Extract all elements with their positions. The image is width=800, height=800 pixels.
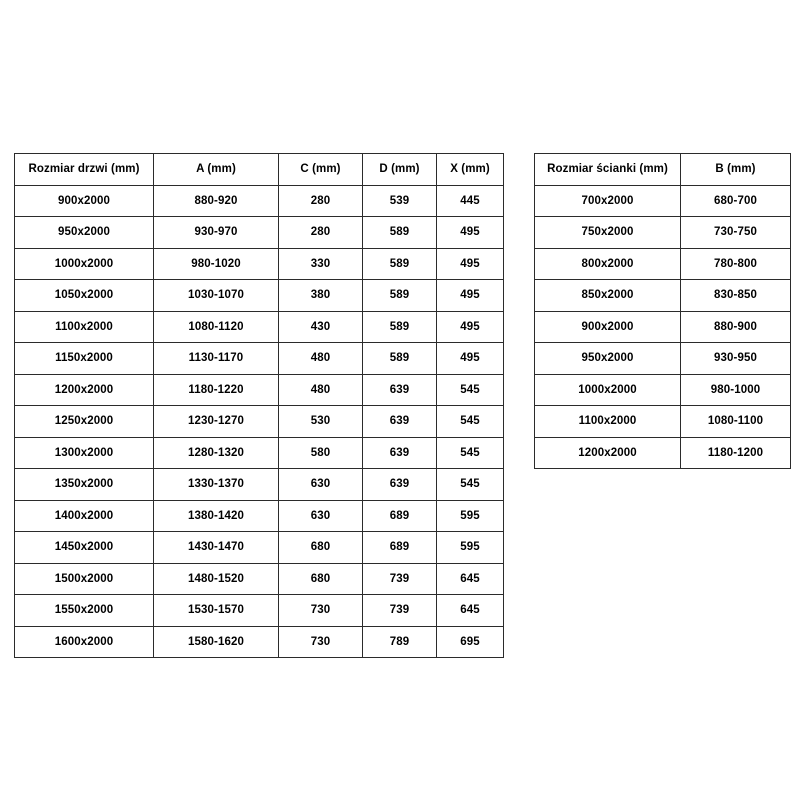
row-label-cell: 1550x2000 [15, 595, 154, 627]
data-cell: 980-1020 [154, 248, 279, 280]
table-row [535, 374, 791, 406]
table-row [15, 217, 504, 249]
data-cell: 645 [437, 595, 504, 627]
row-label-cell: 1250x2000 [15, 406, 154, 438]
data-cell: 545 [437, 374, 504, 406]
data-cell: 680-700 [681, 185, 791, 217]
row-label-cell: 900x2000 [15, 185, 154, 217]
table-header-row [15, 154, 504, 186]
data-cell: 380 [279, 280, 363, 312]
data-cell: 1230-1270 [154, 406, 279, 438]
table-row [535, 406, 791, 438]
data-cell: 639 [363, 406, 437, 438]
table-row [535, 217, 791, 249]
wall-size-table [534, 153, 791, 469]
table-row [535, 343, 791, 375]
column-header-d: D (mm) [363, 154, 437, 186]
data-cell: 1130-1170 [154, 343, 279, 375]
table-row [15, 185, 504, 217]
column-header-wall-size: Rozmiar ścianki (mm) [535, 154, 681, 186]
data-cell: 1080-1120 [154, 311, 279, 343]
table-row [15, 374, 504, 406]
data-cell: 730 [279, 595, 363, 627]
wall-table-body [535, 185, 791, 469]
data-cell: 730 [279, 626, 363, 658]
data-cell: 1180-1220 [154, 374, 279, 406]
row-label-cell: 900x2000 [535, 311, 681, 343]
data-cell: 695 [437, 626, 504, 658]
table-row [15, 626, 504, 658]
data-cell: 1080-1100 [681, 406, 791, 438]
data-cell: 495 [437, 343, 504, 375]
column-header-a: A (mm) [154, 154, 279, 186]
data-cell: 789 [363, 626, 437, 658]
data-cell: 539 [363, 185, 437, 217]
door-size-table [14, 153, 504, 658]
data-cell: 730-750 [681, 217, 791, 249]
table-row [535, 248, 791, 280]
table-row [535, 185, 791, 217]
column-header-c: C (mm) [279, 154, 363, 186]
row-label-cell: 1400x2000 [15, 500, 154, 532]
data-cell: 480 [279, 374, 363, 406]
row-label-cell: 1100x2000 [15, 311, 154, 343]
data-cell: 880-920 [154, 185, 279, 217]
row-label-cell: 700x2000 [535, 185, 681, 217]
data-cell: 580 [279, 437, 363, 469]
data-cell: 589 [363, 311, 437, 343]
data-cell: 445 [437, 185, 504, 217]
table-row [15, 563, 504, 595]
data-cell: 630 [279, 469, 363, 501]
data-cell: 589 [363, 217, 437, 249]
table-row [15, 532, 504, 564]
data-cell: 680 [279, 563, 363, 595]
row-label-cell: 850x2000 [535, 280, 681, 312]
data-cell: 1530-1570 [154, 595, 279, 627]
data-cell: 1430-1470 [154, 532, 279, 564]
table-row [15, 406, 504, 438]
data-cell: 545 [437, 437, 504, 469]
data-cell: 930-970 [154, 217, 279, 249]
data-cell: 980-1000 [681, 374, 791, 406]
table-row [15, 437, 504, 469]
table-row [15, 469, 504, 501]
data-cell: 430 [279, 311, 363, 343]
data-cell: 595 [437, 500, 504, 532]
data-cell: 495 [437, 248, 504, 280]
row-label-cell: 1200x2000 [15, 374, 154, 406]
row-label-cell: 1000x2000 [535, 374, 681, 406]
data-cell: 689 [363, 532, 437, 564]
row-label-cell: 1600x2000 [15, 626, 154, 658]
data-cell: 1180-1200 [681, 437, 791, 469]
row-label-cell: 1000x2000 [15, 248, 154, 280]
data-cell: 545 [437, 406, 504, 438]
data-cell: 545 [437, 469, 504, 501]
data-cell: 645 [437, 563, 504, 595]
data-cell: 930-950 [681, 343, 791, 375]
data-cell: 1580-1620 [154, 626, 279, 658]
data-cell: 530 [279, 406, 363, 438]
data-cell: 1330-1370 [154, 469, 279, 501]
row-label-cell: 950x2000 [535, 343, 681, 375]
row-label-cell: 1350x2000 [15, 469, 154, 501]
row-label-cell: 750x2000 [535, 217, 681, 249]
data-cell: 589 [363, 343, 437, 375]
data-cell: 780-800 [681, 248, 791, 280]
row-label-cell: 1150x2000 [15, 343, 154, 375]
data-cell: 480 [279, 343, 363, 375]
table-row [15, 500, 504, 532]
data-cell: 280 [279, 185, 363, 217]
data-cell: 1280-1320 [154, 437, 279, 469]
data-cell: 589 [363, 248, 437, 280]
table-row [15, 311, 504, 343]
row-label-cell: 1050x2000 [15, 280, 154, 312]
table-row [15, 343, 504, 375]
data-cell: 880-900 [681, 311, 791, 343]
table-row [535, 311, 791, 343]
column-header-x: X (mm) [437, 154, 504, 186]
table-row [535, 280, 791, 312]
data-cell: 330 [279, 248, 363, 280]
row-label-cell: 1100x2000 [535, 406, 681, 438]
data-cell: 639 [363, 437, 437, 469]
data-cell: 495 [437, 280, 504, 312]
door-table-header [15, 154, 504, 186]
table-row [15, 280, 504, 312]
data-cell: 739 [363, 563, 437, 595]
data-cell: 1380-1420 [154, 500, 279, 532]
table-header-row [535, 154, 791, 186]
column-header-door-size: Rozmiar drzwi (mm) [15, 154, 154, 186]
data-cell: 495 [437, 217, 504, 249]
data-cell: 689 [363, 500, 437, 532]
data-cell: 739 [363, 595, 437, 627]
data-cell: 1030-1070 [154, 280, 279, 312]
row-label-cell: 1300x2000 [15, 437, 154, 469]
data-cell: 1480-1520 [154, 563, 279, 595]
table-row [15, 595, 504, 627]
door-table-body [15, 185, 504, 658]
column-header-b: B (mm) [681, 154, 791, 186]
table-row [535, 437, 791, 469]
data-cell: 589 [363, 280, 437, 312]
data-cell: 280 [279, 217, 363, 249]
data-cell: 595 [437, 532, 504, 564]
data-cell: 630 [279, 500, 363, 532]
row-label-cell: 800x2000 [535, 248, 681, 280]
row-label-cell: 950x2000 [15, 217, 154, 249]
data-cell: 680 [279, 532, 363, 564]
wall-table-header [535, 154, 791, 186]
row-label-cell: 1450x2000 [15, 532, 154, 564]
data-cell: 639 [363, 374, 437, 406]
data-cell: 495 [437, 311, 504, 343]
row-label-cell: 1200x2000 [535, 437, 681, 469]
row-label-cell: 1500x2000 [15, 563, 154, 595]
data-cell: 639 [363, 469, 437, 501]
data-cell: 830-850 [681, 280, 791, 312]
table-row [15, 248, 504, 280]
